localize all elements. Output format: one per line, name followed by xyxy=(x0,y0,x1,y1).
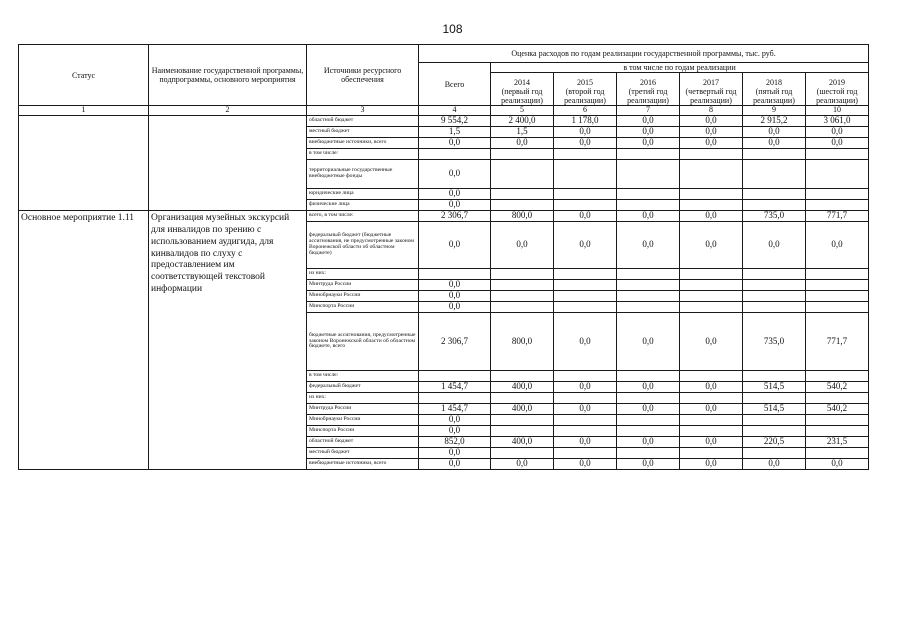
source-label: всего, в том числе: xyxy=(307,210,419,221)
header-year-3 xyxy=(617,73,680,106)
source-label: в том числе: xyxy=(307,148,419,159)
total-value: 0,0 xyxy=(419,199,491,210)
year-value: 0,0 xyxy=(743,126,806,137)
year-value xyxy=(491,301,554,312)
header-total: Всего xyxy=(419,63,491,106)
year-value: 0,0 xyxy=(554,312,617,370)
header-year-line: 2014 xyxy=(514,77,530,87)
source-label: местный бюджет xyxy=(307,126,419,137)
header-status: Статус xyxy=(19,45,149,106)
page-number: 108 xyxy=(442,22,463,36)
total-value: 0,0 xyxy=(419,425,491,436)
year-value: 0,0 xyxy=(554,436,617,447)
year-value xyxy=(806,290,869,301)
source-label: федеральный бюджет (бюджетные ассигнования, не предусмотренные законом Воронежской области об областном бюджете) xyxy=(307,221,419,268)
group-status: Основное мероприятие 1.11 xyxy=(19,210,149,469)
year-value: 0,0 xyxy=(680,403,743,414)
header-year-line: реализации) xyxy=(690,96,732,105)
year-value: 0,0 xyxy=(680,436,743,447)
year-value: 1 178,0 xyxy=(554,115,617,126)
year-value: 0,0 xyxy=(491,221,554,268)
total-value xyxy=(419,148,491,159)
year-value: 771,7 xyxy=(806,210,869,221)
year-value xyxy=(554,279,617,290)
year-value xyxy=(617,447,680,458)
column-number-10: 10 xyxy=(806,106,869,116)
year-value xyxy=(554,268,617,279)
header-year-5 xyxy=(743,73,806,106)
header-year-2 xyxy=(554,73,617,106)
total-value: 1 454,7 xyxy=(419,381,491,392)
year-value xyxy=(491,290,554,301)
year-value: 0,0 xyxy=(743,221,806,268)
header-source: Источники ресурсного обеспечения xyxy=(307,45,419,106)
total-value: 0,0 xyxy=(419,301,491,312)
year-value: 400,0 xyxy=(491,436,554,447)
year-value: 0,0 xyxy=(617,312,680,370)
header-year-line: (второй год xyxy=(565,86,605,96)
source-label: областной бюджет xyxy=(307,115,419,126)
year-value xyxy=(680,370,743,381)
year-value: 400,0 xyxy=(491,381,554,392)
source-label: территориальные государственные внебюджетные фонды xyxy=(307,159,419,188)
year-value: 0,0 xyxy=(680,221,743,268)
year-value: 0,0 xyxy=(554,221,617,268)
year-value: 0,0 xyxy=(680,210,743,221)
header-year-line: 2017 xyxy=(703,77,719,87)
year-value: 0,0 xyxy=(491,458,554,469)
header-year-line: реализации) xyxy=(816,96,858,105)
total-value: 0,0 xyxy=(419,458,491,469)
year-value xyxy=(743,290,806,301)
year-value xyxy=(617,414,680,425)
year-value xyxy=(680,425,743,436)
year-value: 735,0 xyxy=(743,312,806,370)
header-year-6 xyxy=(806,73,869,106)
year-value xyxy=(491,159,554,188)
total-value: 0,0 xyxy=(419,159,491,188)
year-value xyxy=(743,188,806,199)
header-year-line: (третий год xyxy=(628,86,668,96)
status-cell xyxy=(19,115,149,210)
year-value: 0,0 xyxy=(680,458,743,469)
year-value: 514,5 xyxy=(743,381,806,392)
total-value xyxy=(419,370,491,381)
source-label: федеральный бюджет xyxy=(307,381,419,392)
year-value xyxy=(554,188,617,199)
header-year-1 xyxy=(491,73,554,106)
total-value: 1 454,7 xyxy=(419,403,491,414)
total-value: 2 306,7 xyxy=(419,210,491,221)
header-incl: в том числе по годам реализации xyxy=(491,63,869,73)
year-value: 0,0 xyxy=(617,458,680,469)
year-value xyxy=(806,392,869,403)
year-value xyxy=(554,392,617,403)
year-value: 0,0 xyxy=(743,458,806,469)
year-value xyxy=(743,148,806,159)
year-value: 2 915,2 xyxy=(743,115,806,126)
total-value: 2 306,7 xyxy=(419,312,491,370)
header-year-line: реализации) xyxy=(627,96,669,105)
year-value xyxy=(806,279,869,290)
year-value: 0,0 xyxy=(617,403,680,414)
year-value: 0,0 xyxy=(806,137,869,148)
total-value: 0,0 xyxy=(419,414,491,425)
year-value xyxy=(491,148,554,159)
column-number-4: 4 xyxy=(419,106,491,116)
year-value xyxy=(617,290,680,301)
total-value: 0,0 xyxy=(419,188,491,199)
year-value xyxy=(743,159,806,188)
year-value: 3 061,0 xyxy=(806,115,869,126)
header-year-line: реализации) xyxy=(564,96,606,105)
year-value: 540,2 xyxy=(806,403,869,414)
total-value: 0,0 xyxy=(419,290,491,301)
total-value: 9 554,2 xyxy=(419,115,491,126)
year-value: 0,0 xyxy=(806,221,869,268)
source-label: Минобрнауки России xyxy=(307,290,419,301)
total-value xyxy=(419,392,491,403)
year-value xyxy=(617,370,680,381)
total-value: 1,5 xyxy=(419,126,491,137)
year-value xyxy=(617,425,680,436)
year-value xyxy=(680,392,743,403)
column-number-7: 7 xyxy=(617,106,680,116)
year-value: 1,5 xyxy=(491,126,554,137)
header-year-line: реализации) xyxy=(753,96,795,105)
year-value xyxy=(617,188,680,199)
year-value xyxy=(680,290,743,301)
year-value xyxy=(743,268,806,279)
source-label: местный бюджет xyxy=(307,447,419,458)
year-value xyxy=(491,447,554,458)
source-label: внебюджетные источники, всего xyxy=(307,137,419,148)
year-value xyxy=(680,447,743,458)
source-label: областной бюджет xyxy=(307,436,419,447)
source-label: юридические лица xyxy=(307,188,419,199)
year-value xyxy=(617,159,680,188)
year-value xyxy=(680,199,743,210)
year-value: 0,0 xyxy=(680,137,743,148)
budget-table xyxy=(18,44,869,470)
year-value xyxy=(491,392,554,403)
header-year-line: 2015 xyxy=(577,77,593,87)
total-value: 852,0 xyxy=(419,436,491,447)
year-value xyxy=(491,425,554,436)
column-number-6: 6 xyxy=(554,106,617,116)
total-value: 0,0 xyxy=(419,447,491,458)
table-row xyxy=(19,210,869,221)
source-label: из них: xyxy=(307,392,419,403)
year-value: 0,0 xyxy=(806,458,869,469)
year-value xyxy=(806,414,869,425)
year-value xyxy=(617,392,680,403)
year-value xyxy=(554,414,617,425)
column-number-9: 9 xyxy=(743,106,806,116)
year-value xyxy=(491,199,554,210)
year-value xyxy=(806,199,869,210)
year-value: 514,5 xyxy=(743,403,806,414)
source-label: в том числе: xyxy=(307,370,419,381)
year-value: 800,0 xyxy=(491,210,554,221)
column-number-5: 5 xyxy=(491,106,554,116)
year-value xyxy=(617,148,680,159)
header-year-line: (пятый год xyxy=(755,86,793,96)
year-value: 0,0 xyxy=(617,221,680,268)
year-value xyxy=(680,159,743,188)
column-number-3: 3 xyxy=(307,106,419,116)
year-value: 0,0 xyxy=(806,126,869,137)
year-value: 0,0 xyxy=(554,381,617,392)
source-label: Минтруда России xyxy=(307,279,419,290)
header-year-line: (шестой год xyxy=(816,86,858,96)
year-value: 400,0 xyxy=(491,403,554,414)
year-value xyxy=(491,414,554,425)
year-value xyxy=(491,370,554,381)
source-label: внебюджетные источники, всего xyxy=(307,458,419,469)
year-value: 0,0 xyxy=(617,137,680,148)
year-value: 0,0 xyxy=(554,210,617,221)
year-value xyxy=(806,268,869,279)
total-value: 0,0 xyxy=(419,137,491,148)
year-value: 0,0 xyxy=(617,126,680,137)
year-value: 735,0 xyxy=(743,210,806,221)
year-value xyxy=(743,301,806,312)
year-value: 0,0 xyxy=(617,381,680,392)
year-value: 0,0 xyxy=(491,137,554,148)
year-value xyxy=(743,279,806,290)
year-value xyxy=(554,370,617,381)
year-value xyxy=(680,268,743,279)
year-value: 0,0 xyxy=(554,403,617,414)
source-label: физические лица xyxy=(307,199,419,210)
year-value xyxy=(806,159,869,188)
column-number-1: 1 xyxy=(19,106,149,116)
year-value xyxy=(806,425,869,436)
year-value: 0,0 xyxy=(554,126,617,137)
header-estimate: Оценка расходов по годам реализации государственной программы, тыс. руб. xyxy=(419,45,869,63)
source-label: Минспорта России xyxy=(307,425,419,436)
source-label: бюджетные ассигнования, предусмотренные законом Воронежской области об областном бюджете, всего xyxy=(307,312,419,370)
year-value xyxy=(743,447,806,458)
year-value: 800,0 xyxy=(491,312,554,370)
year-value xyxy=(617,301,680,312)
year-value xyxy=(743,392,806,403)
column-number-8: 8 xyxy=(680,106,743,116)
header-year-line: 2019 xyxy=(829,77,846,87)
year-value xyxy=(743,199,806,210)
source-label: Минтруда России xyxy=(307,403,419,414)
total-value xyxy=(419,268,491,279)
year-value: 231,5 xyxy=(806,436,869,447)
year-value xyxy=(743,425,806,436)
year-value xyxy=(806,188,869,199)
year-value xyxy=(806,301,869,312)
table-row xyxy=(19,115,869,126)
year-value: 0,0 xyxy=(680,381,743,392)
year-value xyxy=(806,447,869,458)
group-name: Организация музейных экскурсий для инвалидов по зрению с использованием аудигида, для кинвалидов по слуху с предоставлением им соответствующей текстовой информации xyxy=(149,210,307,469)
year-value xyxy=(554,148,617,159)
year-value: 0,0 xyxy=(743,137,806,148)
year-value xyxy=(617,199,680,210)
year-value: 2 400,0 xyxy=(491,115,554,126)
year-value xyxy=(617,279,680,290)
year-value xyxy=(554,301,617,312)
header-year-line: 2016 xyxy=(640,77,656,87)
year-value: 0,0 xyxy=(617,115,680,126)
year-value: 0,0 xyxy=(617,210,680,221)
year-value xyxy=(491,268,554,279)
header-name: Наименование государственной программы, подпрограммы, основного мероприятия xyxy=(149,45,307,106)
year-value xyxy=(680,279,743,290)
year-value xyxy=(680,301,743,312)
year-value xyxy=(554,425,617,436)
year-value xyxy=(491,279,554,290)
year-value xyxy=(554,159,617,188)
year-value xyxy=(554,290,617,301)
year-value xyxy=(680,188,743,199)
column-number-2: 2 xyxy=(149,106,307,116)
year-value xyxy=(806,370,869,381)
header-year-line: реализации) xyxy=(501,96,543,105)
year-value xyxy=(491,188,554,199)
name-cell xyxy=(149,115,307,210)
year-value: 0,0 xyxy=(680,126,743,137)
year-value xyxy=(554,199,617,210)
header-year-4 xyxy=(680,73,743,106)
year-value: 0,0 xyxy=(554,458,617,469)
year-value xyxy=(680,414,743,425)
year-value: 771,7 xyxy=(806,312,869,370)
source-label: Минспорта России xyxy=(307,301,419,312)
total-value: 0,0 xyxy=(419,279,491,290)
year-value xyxy=(617,268,680,279)
header-year-line: (первый год xyxy=(501,86,543,96)
year-value xyxy=(554,447,617,458)
year-value: 540,2 xyxy=(806,381,869,392)
year-value xyxy=(806,148,869,159)
source-label: из них: xyxy=(307,268,419,279)
year-value: 0,0 xyxy=(680,115,743,126)
year-value: 0,0 xyxy=(554,137,617,148)
header-year-line: (четвертый год xyxy=(685,86,737,96)
year-value xyxy=(743,370,806,381)
source-label: Минобрнауки России xyxy=(307,414,419,425)
year-value: 0,0 xyxy=(617,436,680,447)
year-value: 0,0 xyxy=(680,312,743,370)
total-value: 0,0 xyxy=(419,221,491,268)
header-year-line: 2018 xyxy=(766,77,782,87)
year-value xyxy=(680,148,743,159)
year-value: 220,5 xyxy=(743,436,806,447)
year-value xyxy=(743,414,806,425)
